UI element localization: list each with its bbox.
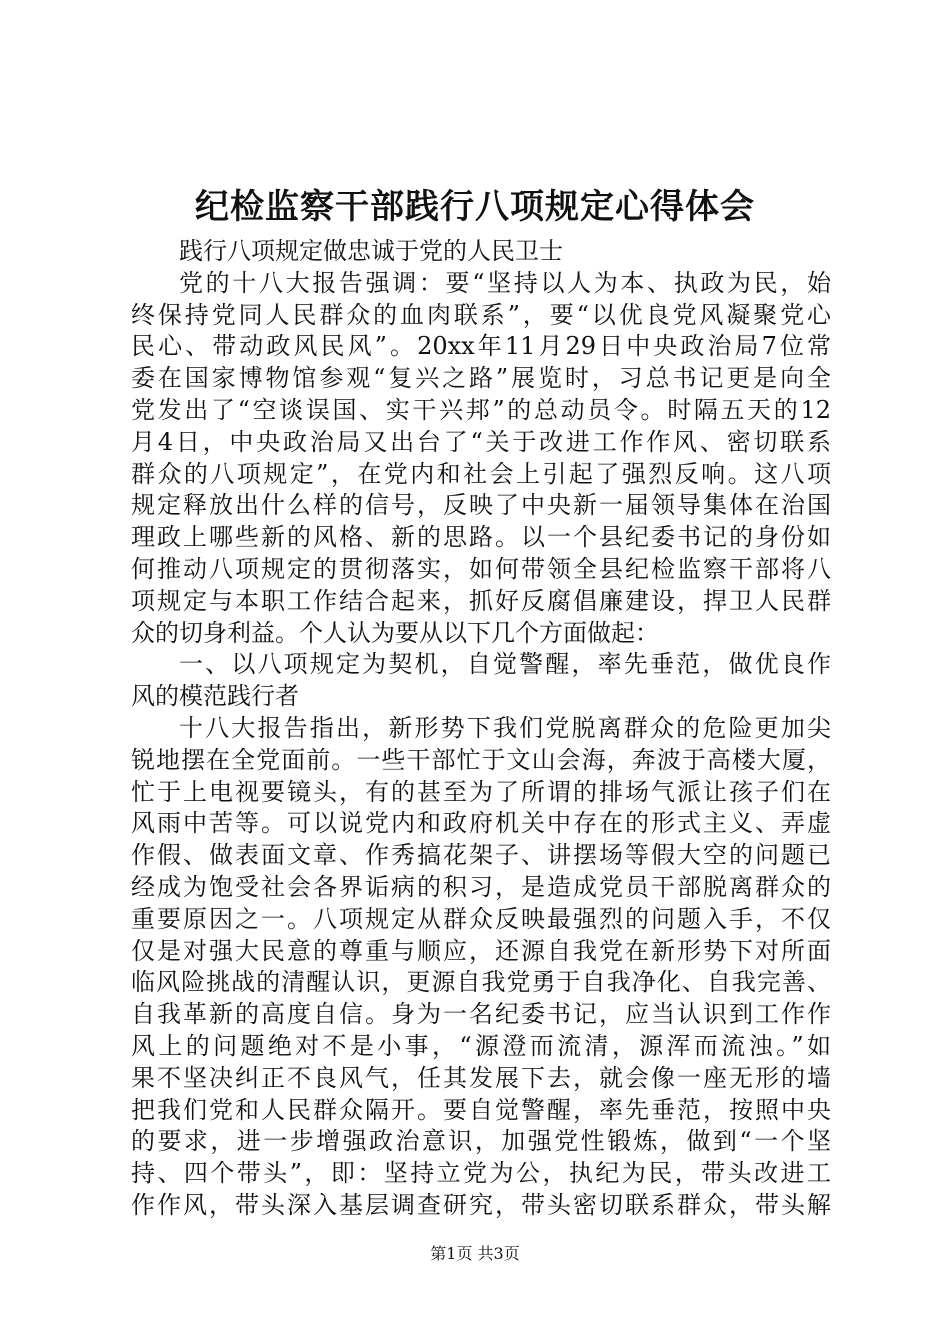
text-line: 风雨中苦等。可以说党内和政府机关中存在的形式主义、弄虚 — [131, 809, 831, 838]
text-line: 民心、带动政风民风”。20xx年11月29日中央政治局7位常 — [131, 332, 831, 361]
text-line: 风的模范践行者 — [131, 682, 299, 711]
text-line: 理政上哪些新的风格、新的思路。以一个县纪委书记的身份如 — [131, 523, 831, 552]
text-line: 群众的八项规定”，在党内和社会上引起了强烈反响。这八项 — [131, 459, 831, 488]
text-line: 仅是对强大民意的尊重与顺应，还源自我党在新形势下对所面 — [131, 936, 831, 965]
text-line: 作假、做表面文章、作秀搞花架子、讲摆场等假大空的问题已 — [131, 841, 831, 870]
document-body — [131, 236, 831, 1222]
document-title: 纪检监察干部践行八项规定心得体会 — [195, 187, 755, 227]
text-line: 党的十八大报告强调：要“坚持以人为本、执政为民，始 — [179, 268, 831, 297]
text-line: 的要求，进一步增强政治意识，加强党性锻炼，做到“一个坚 — [131, 1127, 831, 1156]
text-line: 风上的问题绝对不是小事，“源澄而流清，源浑而流浊。”如 — [131, 1031, 831, 1060]
text-line: 重要原因之一。八项规定从群众反映最强烈的问题入手，不仅 — [131, 904, 831, 933]
text-line: 自我革新的高度自信。身为一名纪委书记，应当认识到工作作 — [131, 1000, 831, 1029]
text-line: 规定释放出什么样的信号，反映了中央新一届领导集体在治国 — [131, 491, 831, 520]
text-line: 忙于上电视要镜头，有的甚至为了所谓的排场气派让孩子们在 — [131, 777, 831, 806]
text-line: 把我们党和人民群众隔开。要自觉警醒，率先垂范，按照中央 — [131, 1095, 831, 1124]
text-line: 何推动八项规定的贯彻落实，如何带领全县纪检监察干部将八 — [131, 554, 831, 583]
text-line: 众的切身利益。个人认为要从以下几个方面做起： — [131, 618, 659, 647]
text-line: 月4日，中央政治局又出台了“关于改进工作作风、密切联系 — [131, 427, 831, 456]
text-line: 临风险挑战的清醒认识，更源自我党勇于自我净化、自我完善、 — [131, 968, 831, 997]
text-line: 终保持党同人民群众的血肉联系”，要“以优良党风凝聚党心 — [131, 300, 831, 329]
text-line: 锐地摆在全党面前。一些干部忙于文山会海，奔波于高楼大厦， — [131, 745, 831, 774]
text-line: 十八大报告指出，新形势下我们党脱离群众的危险更加尖 — [179, 713, 831, 742]
text-line: 持、四个带头”，即：坚持立党为公，执纪为民，带头改进工 — [131, 1159, 831, 1188]
text-line: 委在国家博物馆参观“复兴之路”展览时，习总书记更是向全 — [131, 364, 831, 393]
text-line: 果不坚决纠正不良风气，任其发展下去，就会像一座无形的墙 — [131, 1063, 831, 1092]
text-line: 项规定与本职工作结合起来，抓好反腐倡廉建设，捍卫人民群 — [131, 586, 831, 615]
page-footer: 第1页 共3页 — [430, 1244, 520, 1263]
text-line: 作作风，带头深入基层调查研究，带头密切联系群众，带头解 — [131, 1190, 831, 1219]
text-line: 一、以八项规定为契机，自觉警醒，率先垂范，做优良作 — [179, 650, 831, 679]
text-line: 党发出了“空谈误国、实干兴邦”的总动员令。时隔五天的12 — [131, 395, 831, 424]
text-line: 经成为饱受社会各界诟病的积习，是造成党员干部脱离群众的 — [131, 872, 831, 901]
text-line: 践行八项规定做忠诚于党的人民卫士 — [179, 237, 563, 265]
